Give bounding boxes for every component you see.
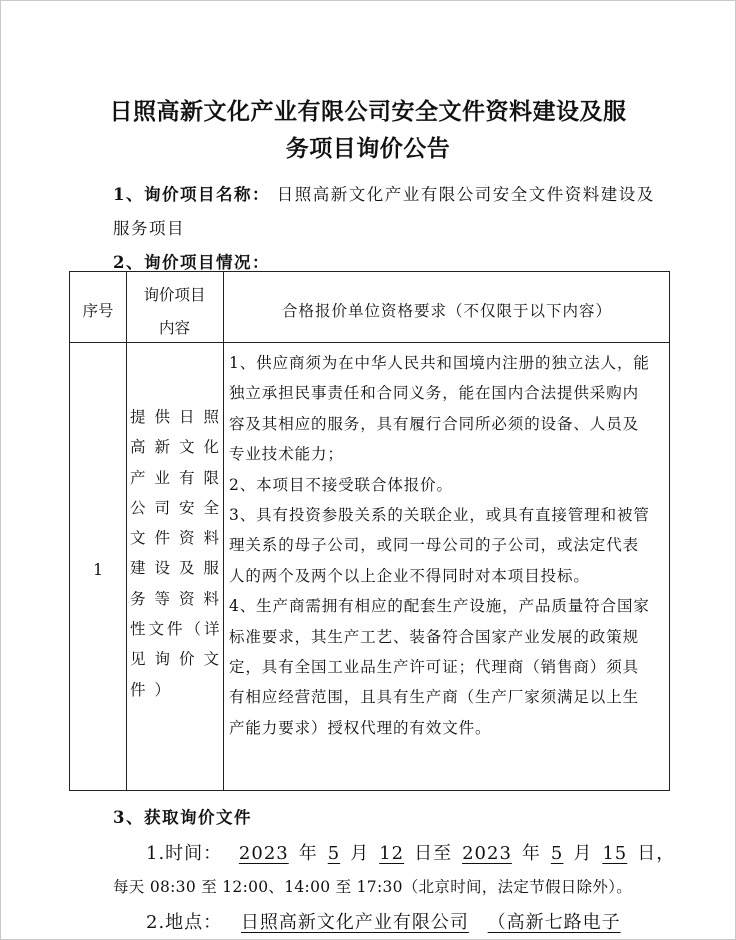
content-line: 产业有限 xyxy=(130,468,229,487)
requirement-line: 3、具有投资参股关系的关联企业，或具有直接管理和被管 xyxy=(229,506,650,525)
header-item-line2: 内容 xyxy=(158,319,190,337)
requirements-text xyxy=(229,348,650,743)
content-line: 性文件（详 xyxy=(130,620,223,639)
requirement-line: 人的两个及两个以上企业不得同时对本项目投标。 xyxy=(229,566,590,585)
requirement-line: 标准要求，其生产工艺、装备符合国家产业发展的政策规 xyxy=(229,627,640,646)
header-requirements: 合格报价单位资格要求（不仅限于以下内容） xyxy=(281,302,612,320)
requirement-line: 4、生产商需拥有相应的配套生产设施，产品质量符合国家 xyxy=(229,597,650,616)
requirement-line: 1、供应商须为在中华人民共和国境内注册的独立法人，能 xyxy=(229,354,650,372)
end-year: 2023 xyxy=(462,843,512,864)
section1-line xyxy=(113,181,655,205)
requirement-line: 定，具有全国工业品生产许可证；代理商（销售商）须具 xyxy=(229,658,640,677)
content-line: 见询价文 xyxy=(130,650,229,669)
end-day: 15 xyxy=(602,843,628,864)
row-number: 1 xyxy=(93,561,103,579)
content-line: 建设及服 xyxy=(130,559,229,578)
content-line: 件） xyxy=(130,680,180,699)
section2-label: 2、询价项目情况： xyxy=(113,253,270,272)
content-line: 高新文化 xyxy=(130,438,229,457)
content-line: 文件资料 xyxy=(130,529,229,548)
project-content-cell xyxy=(130,402,228,705)
project-name-continued: 服务项目 xyxy=(113,219,185,238)
year-char: 年 xyxy=(298,843,318,864)
requirement-line: 容及其相应的服务，具有履行合同所必须的设备、人员及 xyxy=(229,414,640,433)
start-day: 12 xyxy=(379,843,405,864)
end-month: 5 xyxy=(550,843,564,864)
requirement-line: 理关系的母子公司，或同一母公司的子公司，或法定代表 xyxy=(229,536,640,555)
start-month: 5 xyxy=(327,843,341,864)
requirement-line: 独立承担民事责任和合同义务，能在国内合法提供采购内 xyxy=(229,384,640,403)
place-line xyxy=(146,908,621,934)
section1-label: 1、询价项目名称： xyxy=(113,185,270,204)
content-line: 务等资料 xyxy=(130,589,229,608)
day-end: 日， xyxy=(637,843,676,864)
place-label: 2.地点： xyxy=(146,912,223,933)
day-to: 日至 xyxy=(414,843,453,864)
requirement-line: 专业技术能力； xyxy=(229,445,344,464)
start-year: 2023 xyxy=(238,843,289,864)
requirements-table xyxy=(69,271,670,791)
requirement-line: 2、本项目不接受联合体报价。 xyxy=(229,475,453,494)
time-line xyxy=(146,839,675,865)
table-divider xyxy=(126,272,127,790)
time-label: 1.时间： xyxy=(146,843,223,864)
content-line: 提供日照 xyxy=(130,408,229,426)
place-address: （高新七路电子 xyxy=(487,912,621,933)
project-name-value: 日照高新文化产业有限公司安全文件资料建设及 xyxy=(276,185,655,204)
requirement-line: 产能力要求）授权代理的有效文件。 xyxy=(229,718,492,737)
content-line: 公司安全 xyxy=(130,498,229,517)
place-value: 日照高新文化产业有限公司 xyxy=(240,912,469,933)
header-no: 序号 xyxy=(82,302,114,320)
document-title-line1: 日照高新文化产业有限公司安全文件资料建设及服 xyxy=(109,98,627,125)
section3-label: 3、获取询价文件 xyxy=(113,808,252,827)
year-char: 年 xyxy=(521,843,541,864)
month-char: 月 xyxy=(350,843,370,864)
hours-line: 每天 08:30 至 12:00、14:00 至 17:30（北京时间，法定节假日除外）。 xyxy=(113,878,633,896)
document-title-line2: 务项目询价公告 xyxy=(285,135,451,162)
table-divider xyxy=(70,342,669,343)
requirement-line: 有相应经营范围，且具有生产商（生产厂家须满足以上生 xyxy=(229,688,640,707)
header-item-line1: 询价项目 xyxy=(143,286,206,304)
month-char: 月 xyxy=(573,843,593,864)
